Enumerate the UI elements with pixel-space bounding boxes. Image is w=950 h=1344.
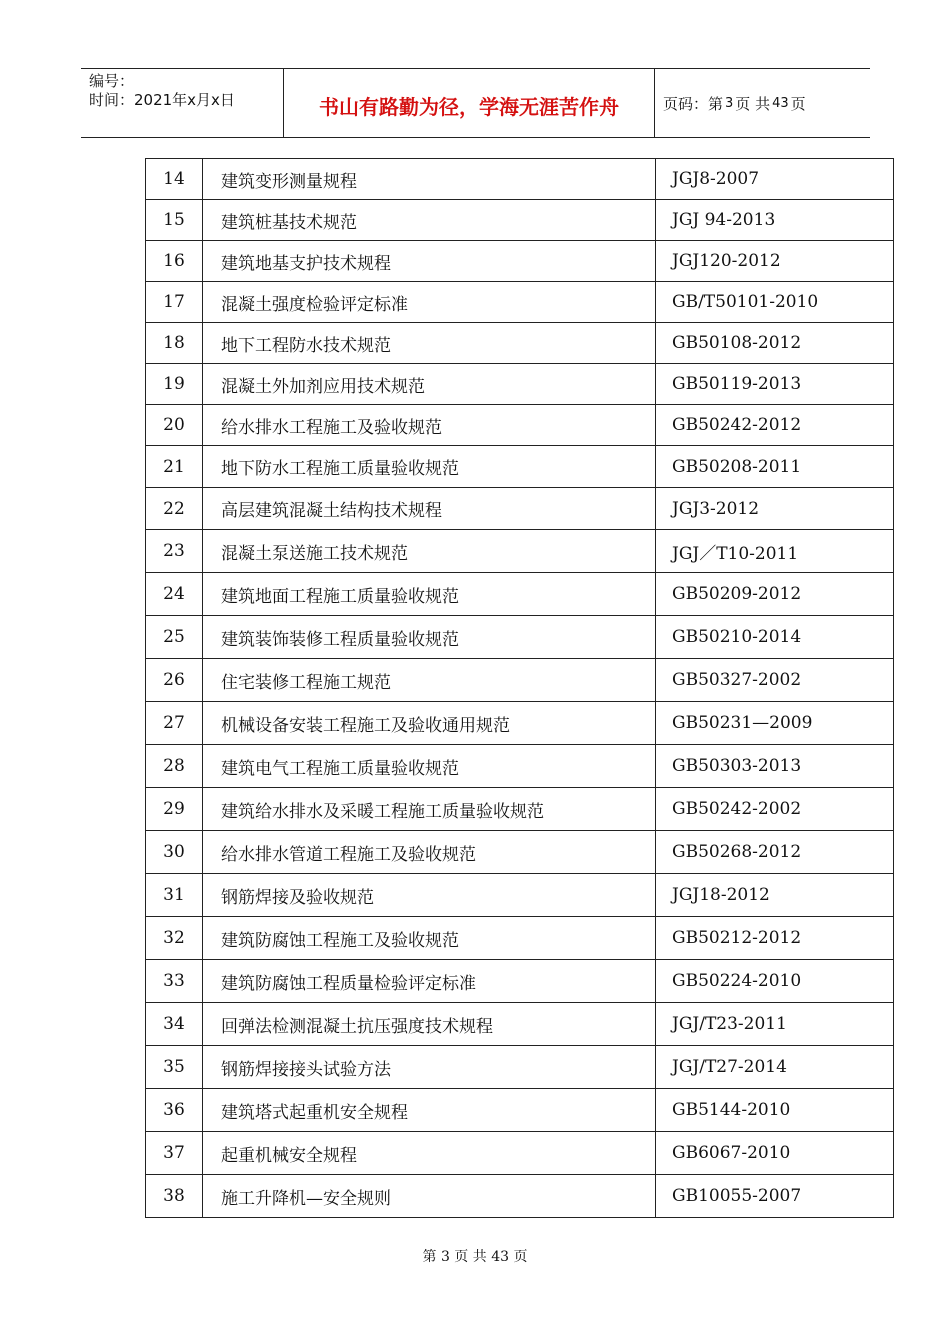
row-number: 21 (146, 446, 203, 488)
table-row (146, 488, 894, 530)
standard-code: GB/T50101-2010 (656, 282, 894, 323)
table-row (146, 831, 894, 874)
standard-name: 混凝土强度检验评定标准 (203, 282, 656, 323)
standard-code: JGJ／T10-2011 (656, 530, 894, 573)
row-number: 34 (146, 1003, 203, 1046)
standard-name: 施工升降机—安全规则 (203, 1175, 656, 1218)
standard-code: JGJ3-2012 (656, 488, 894, 530)
table-row (146, 364, 894, 405)
standard-name: 建筑防腐蚀工程质量检验评定标准 (203, 960, 656, 1003)
row-number: 19 (146, 364, 203, 405)
header-meta (81, 69, 283, 137)
standard-name: 建筑变形测量规程 (203, 159, 656, 200)
standard-name: 高层建筑混凝土结构技术规程 (203, 488, 656, 530)
standard-code: JGJ120-2012 (656, 241, 894, 282)
standard-name: 混凝土外加剂应用技术规范 (203, 364, 656, 405)
row-number: 14 (146, 159, 203, 200)
row-number: 20 (146, 405, 203, 446)
table-row (146, 745, 894, 788)
page-prefix: 页码：第 (663, 94, 724, 113)
table-row (146, 1089, 894, 1132)
standard-name: 建筑地面工程施工质量验收规范 (203, 573, 656, 616)
standard-code: GB50327-2002 (656, 659, 894, 702)
row-number: 36 (146, 1089, 203, 1132)
standard-name: 混凝土泵送施工技术规范 (203, 530, 656, 573)
table-row (146, 1132, 894, 1175)
standard-code: GB5144-2010 (656, 1089, 894, 1132)
standard-name: 回弹法检测混凝土抗压强度技术规程 (203, 1003, 656, 1046)
standard-name: 建筑塔式起重机安全规程 (203, 1089, 656, 1132)
page-suffix: 页 (790, 94, 806, 113)
table-row (146, 1175, 894, 1218)
standard-code: GB50108-2012 (656, 323, 894, 364)
row-number: 17 (146, 282, 203, 323)
standard-code: GB10055-2007 (656, 1175, 894, 1218)
row-number: 18 (146, 323, 203, 364)
standard-name: 机械设备安装工程施工及验收通用规范 (203, 702, 656, 745)
table-row (146, 1003, 894, 1046)
row-number: 29 (146, 788, 203, 831)
standard-code: GB50119-2013 (656, 364, 894, 405)
table-row (146, 874, 894, 917)
row-number: 32 (146, 917, 203, 960)
standard-name: 住宅装修工程施工规范 (203, 659, 656, 702)
standard-code: JGJ18-2012 (656, 874, 894, 917)
page-header (81, 68, 870, 138)
standard-name: 地下工程防水技术规范 (203, 323, 656, 364)
table-row (146, 241, 894, 282)
standard-name: 建筑防腐蚀工程施工及验收规范 (203, 917, 656, 960)
standard-code: GB50224-2010 (656, 960, 894, 1003)
standard-code: GB50212-2012 (656, 917, 894, 960)
table-row (146, 530, 894, 573)
table-row (146, 702, 894, 745)
row-number: 31 (146, 874, 203, 917)
row-number: 25 (146, 616, 203, 659)
table-row (146, 323, 894, 364)
standard-name: 钢筋焊接及验收规范 (203, 874, 656, 917)
standards-table (145, 158, 894, 1218)
standard-code: GB50242-2012 (656, 405, 894, 446)
row-number: 22 (146, 488, 203, 530)
standard-name: 建筑装饰装修工程质量验收规范 (203, 616, 656, 659)
table-row (146, 1046, 894, 1089)
row-number: 35 (146, 1046, 203, 1089)
standard-name: 建筑电气工程施工质量验收规范 (203, 745, 656, 788)
standard-code: GB50208-2011 (656, 446, 894, 488)
standard-code: GB6067-2010 (656, 1132, 894, 1175)
standard-code: JGJ 94-2013 (656, 200, 894, 241)
standard-code: GB50268-2012 (656, 831, 894, 874)
row-number: 24 (146, 573, 203, 616)
page-mid: 页 共 (735, 94, 771, 113)
row-number: 38 (146, 1175, 203, 1218)
page-current: 3 (725, 95, 734, 111)
table-row (146, 405, 894, 446)
row-number: 23 (146, 530, 203, 573)
row-number: 33 (146, 960, 203, 1003)
standard-name: 起重机械安全规程 (203, 1132, 656, 1175)
standard-name: 地下防水工程施工质量验收规范 (203, 446, 656, 488)
standard-code: JGJ8-2007 (656, 159, 894, 200)
row-number: 26 (146, 659, 203, 702)
table-row (146, 960, 894, 1003)
row-number: 16 (146, 241, 203, 282)
standard-name: 给水排水工程施工及验收规范 (203, 405, 656, 446)
row-number: 15 (146, 200, 203, 241)
row-number: 37 (146, 1132, 203, 1175)
standard-name: 建筑地基支护技术规程 (203, 241, 656, 282)
table-row (146, 200, 894, 241)
standard-code: GB50231—2009 (656, 702, 894, 745)
page-total: 43 (772, 95, 789, 111)
standard-name: 建筑桩基技术规范 (203, 200, 656, 241)
table-row (146, 659, 894, 702)
table-row (146, 446, 894, 488)
standard-code: JGJ/T27-2014 (656, 1046, 894, 1089)
table-row (146, 917, 894, 960)
table-row (146, 573, 894, 616)
standard-code: GB50209-2012 (656, 573, 894, 616)
standard-name: 给水排水管道工程施工及验收规范 (203, 831, 656, 874)
page-footer: 第 3 页 共 43 页 (422, 1249, 528, 1265)
table-row (146, 616, 894, 659)
table-row (146, 159, 894, 200)
row-number: 27 (146, 702, 203, 745)
row-number: 28 (146, 745, 203, 788)
standard-code: GB50303-2013 (656, 745, 894, 788)
header-page-info (655, 69, 870, 137)
standard-name: 钢筋焊接接头试验方法 (203, 1046, 656, 1089)
standards-table-body (146, 159, 894, 1218)
date-label: 时间：2021年x月x日 (89, 91, 235, 109)
table-row (146, 282, 894, 323)
table-row (146, 788, 894, 831)
standard-code: GB50210-2014 (656, 616, 894, 659)
header-motto: 书山有路勤为径，学海无涯苦作舟 (283, 69, 655, 137)
standard-code: GB50242-2002 (656, 788, 894, 831)
standard-name: 建筑给水排水及采暖工程施工质量验收规范 (203, 788, 656, 831)
row-number: 30 (146, 831, 203, 874)
number-label: 编号： (89, 72, 135, 90)
standard-code: JGJ/T23-2011 (656, 1003, 894, 1046)
